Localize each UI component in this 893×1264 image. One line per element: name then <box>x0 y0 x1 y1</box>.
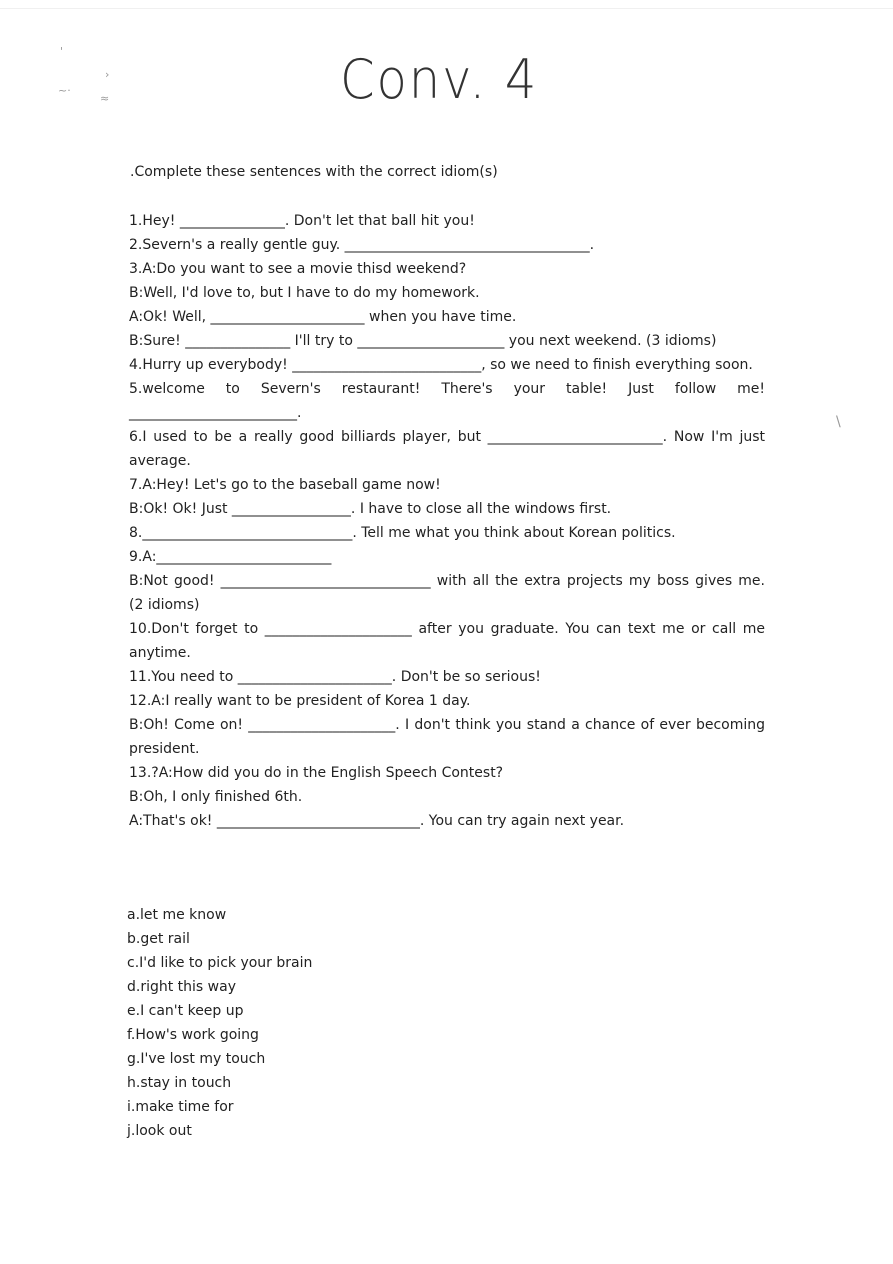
question-line: A:That's ok! _____________________________. You can try again next year. <box>129 813 625 829</box>
question-list <box>129 209 765 833</box>
question-line: 6.I used to be a really good billiards player, but _________________________. Now I'm just average. <box>129 429 765 469</box>
answer-option: i.make time for <box>127 1099 234 1115</box>
question-line: 12.A:I really want to be president of Korea 1 day. <box>129 693 471 709</box>
scan-speck: ≈ <box>100 92 110 105</box>
answer-option: d.right this way <box>127 979 236 995</box>
question-line: B:Well, I'd love to, but I have to do my homework. <box>129 285 480 301</box>
scan-speck: ' <box>60 45 64 58</box>
scan-speck: ~· <box>58 84 71 97</box>
idiom-answer-list <box>127 903 312 1143</box>
answer-option: c.I'd like to pick your brain <box>127 955 313 971</box>
question-line: 10.Don't forget to _____________________ after you graduate. You can text me or call me anytime. <box>129 621 765 661</box>
question-line: B:Not good! ______________________________ with all the extra projects my boss gives me. (2 idioms) <box>129 573 765 613</box>
question-line: 7.A:Hey! Let's go to the baseball game now! <box>129 477 441 493</box>
answer-option: f.How's work going <box>127 1027 259 1043</box>
question-line: B:Oh! Come on! _____________________. I don't think you stand a chance of ever becoming president. <box>129 717 765 757</box>
question-line: 1.Hey! _______________. Don't let that ball hit you! <box>129 213 475 229</box>
scan-speck: › <box>105 68 110 81</box>
answer-option: e.I can't keep up <box>127 1003 244 1019</box>
question-line: 4.Hurry up everybody! ___________________________, so we need to finish everything soon. <box>129 357 753 373</box>
answer-option: h.stay in touch <box>127 1075 232 1091</box>
question-line: B:Ok! Ok! Just _________________. I have to close all the windows first. <box>129 501 612 517</box>
page-title: Conv. 4 <box>340 48 539 111</box>
question-line: A:Ok! Well, ______________________ when you have time. <box>129 309 517 325</box>
question-line: 2.Severn's a really gentle guy. ___________________________________. <box>129 237 595 253</box>
question-line: 11.You need to ______________________. Don't be so serious! <box>129 669 541 685</box>
answer-option: g.I've lost my touch <box>127 1051 266 1067</box>
question-line: B:Sure! _______________ I'll try to _____________________ you next weekend. (3 idioms) <box>129 333 717 349</box>
answer-option: j.look out <box>127 1123 192 1139</box>
scan-speck: \ <box>836 414 841 430</box>
answer-option: b.get rail <box>127 931 190 947</box>
question-line: 13.?A:How did you do in the English Speech Contest? <box>129 765 504 781</box>
question-line: 3.A:Do you want to see a movie thisd weekend? <box>129 261 467 277</box>
question-line: B:Oh, I only finished 6th. <box>129 789 303 805</box>
answer-option: a.let me know <box>127 907 227 923</box>
instruction-text: .Complete these sentences with the correct idiom(s) <box>130 164 498 180</box>
question-line: 5.welcome to Severn's restaurant! There's your table! Just follow me! ________________________. <box>129 381 765 421</box>
question-line: 9.A:_________________________ <box>129 549 332 565</box>
scan-edge <box>0 0 893 9</box>
question-line: 8.______________________________. Tell me what you think about Korean politics. <box>129 525 676 541</box>
